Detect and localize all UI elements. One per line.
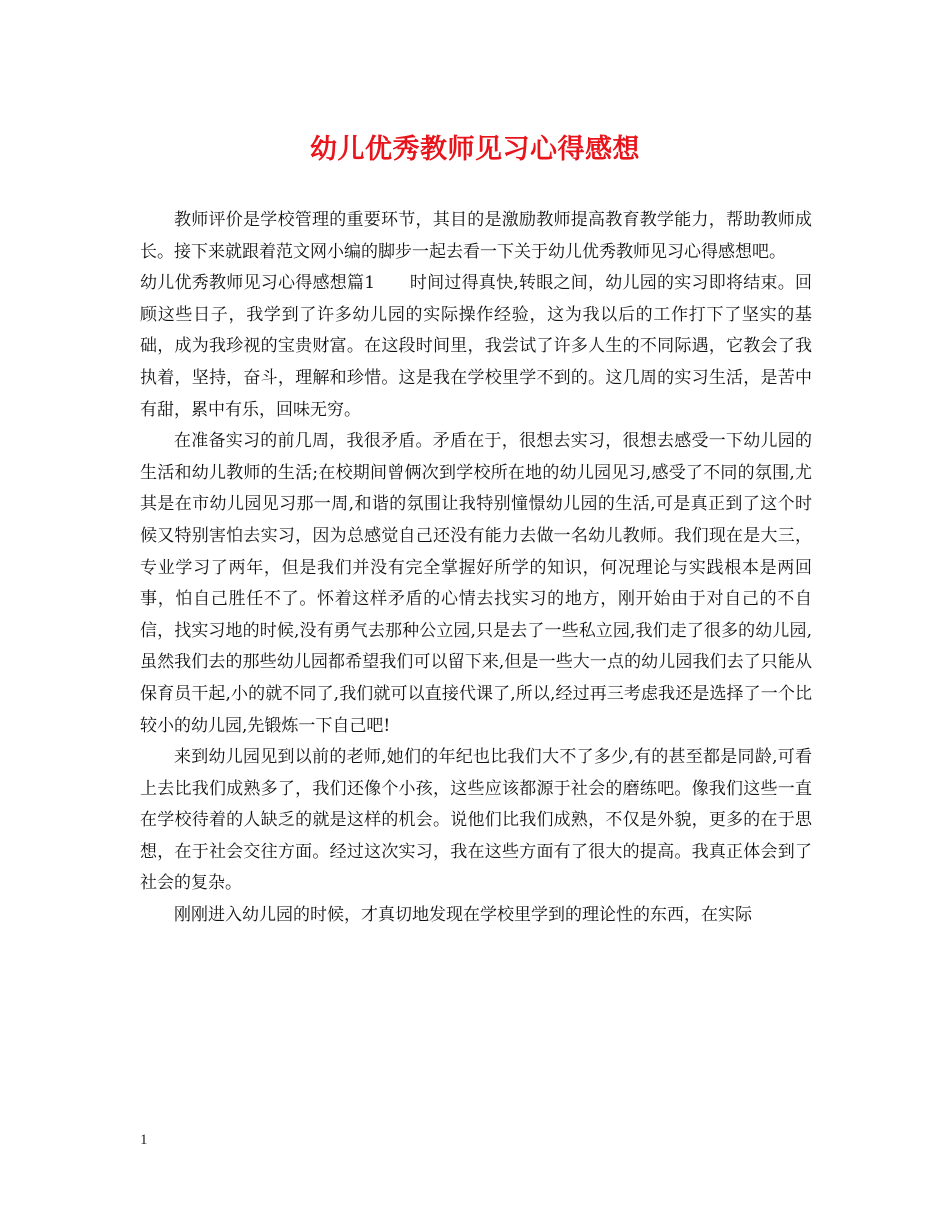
document-title: 幼儿优秀教师见习心得感想 (310, 134, 640, 165)
paragraph-preparation: 在准备实习的前几周，我很矛盾。矛盾在于，很想去实习，很想去感受一下幼儿园的生活和幼儿教师的生活;在校期间曾俩次到学校所在地的幼儿园见习,感受了不同的氛围,尤其是在市幼儿园见习那一周,和谐的氛围让我特别憧憬幼儿园的生活,可是真正到了这个时候又特别害怕去实习，因为总感觉自己还没有能力去做一名幼儿教师。我们现在是大三，专业学习了两年，但是我们并没有完全掌握好所学的知识，何况理论与实践根本是两回事，怕自己胜任不了。怀着这样矛盾的心情去找实习的地方，刚开始由于对自己的不自信，找实习地的时候,没有勇气去那种公立园,只是去了一些私立园,我们走了很多的幼儿园,虽然我们去的那些幼儿园都希望我们可以留下来,但是一些大一点的幼儿园我们去了只能从保育员干起,小的就不同了,我们就可以直接代课了,所以,经过再三考虑我还是选择了一个比较小的幼儿园,先锻炼一下自己吧! (140, 431, 812, 736)
paragraph-beginning: 刚刚进入幼儿园的时候，才真切地发现在学校里学到的理论性的东西，在实际 (174, 905, 752, 926)
paragraph-arrival: 来到幼儿园见到以前的老师,她们的年纪也比我们大不了多少,有的甚至都是同龄,可看上去比我们成熟多了，我们还像个小孩，这些应该都源于社会的磨练吧。像我们这些一直在学校待着的人缺乏的就是这样的机会。说他们比我们成熟，不仅是外貌，更多的在于思想，在于社会交往方面。经过这次实习，我在这些方面有了很大的提高。我真正体会到了社会的复杂。 (140, 747, 812, 894)
paragraph-section-1: 幼儿优秀教师见习心得感想篇1 时间过得真快,转眼之间，幼儿园的实习即将结束。回顾这些日子，我学到了许多幼儿园的实际操作经验，这为我以后的工作打下了坚实的基础，成为我珍视的宝贵财富。在这段时间里，我尝试了许多人生的不同际遇，它教会了我执着，坚持，奋斗，理解和珍惜。这是我在学校里学不到的。这几周的实习生活，是苦中有甜，累中有乐，回味无穷。 (140, 273, 812, 420)
page-number: 1 (140, 1132, 148, 1148)
document-body (140, 205, 812, 932)
paragraph-intro: 教师评价是学校管理的重要环节，其目的是激励教师提高教育教学能力，帮助教师成长。接下来就跟着范文网小编的脚步一起去看一下关于幼儿优秀教师见习心得感想吧。 (140, 210, 812, 262)
